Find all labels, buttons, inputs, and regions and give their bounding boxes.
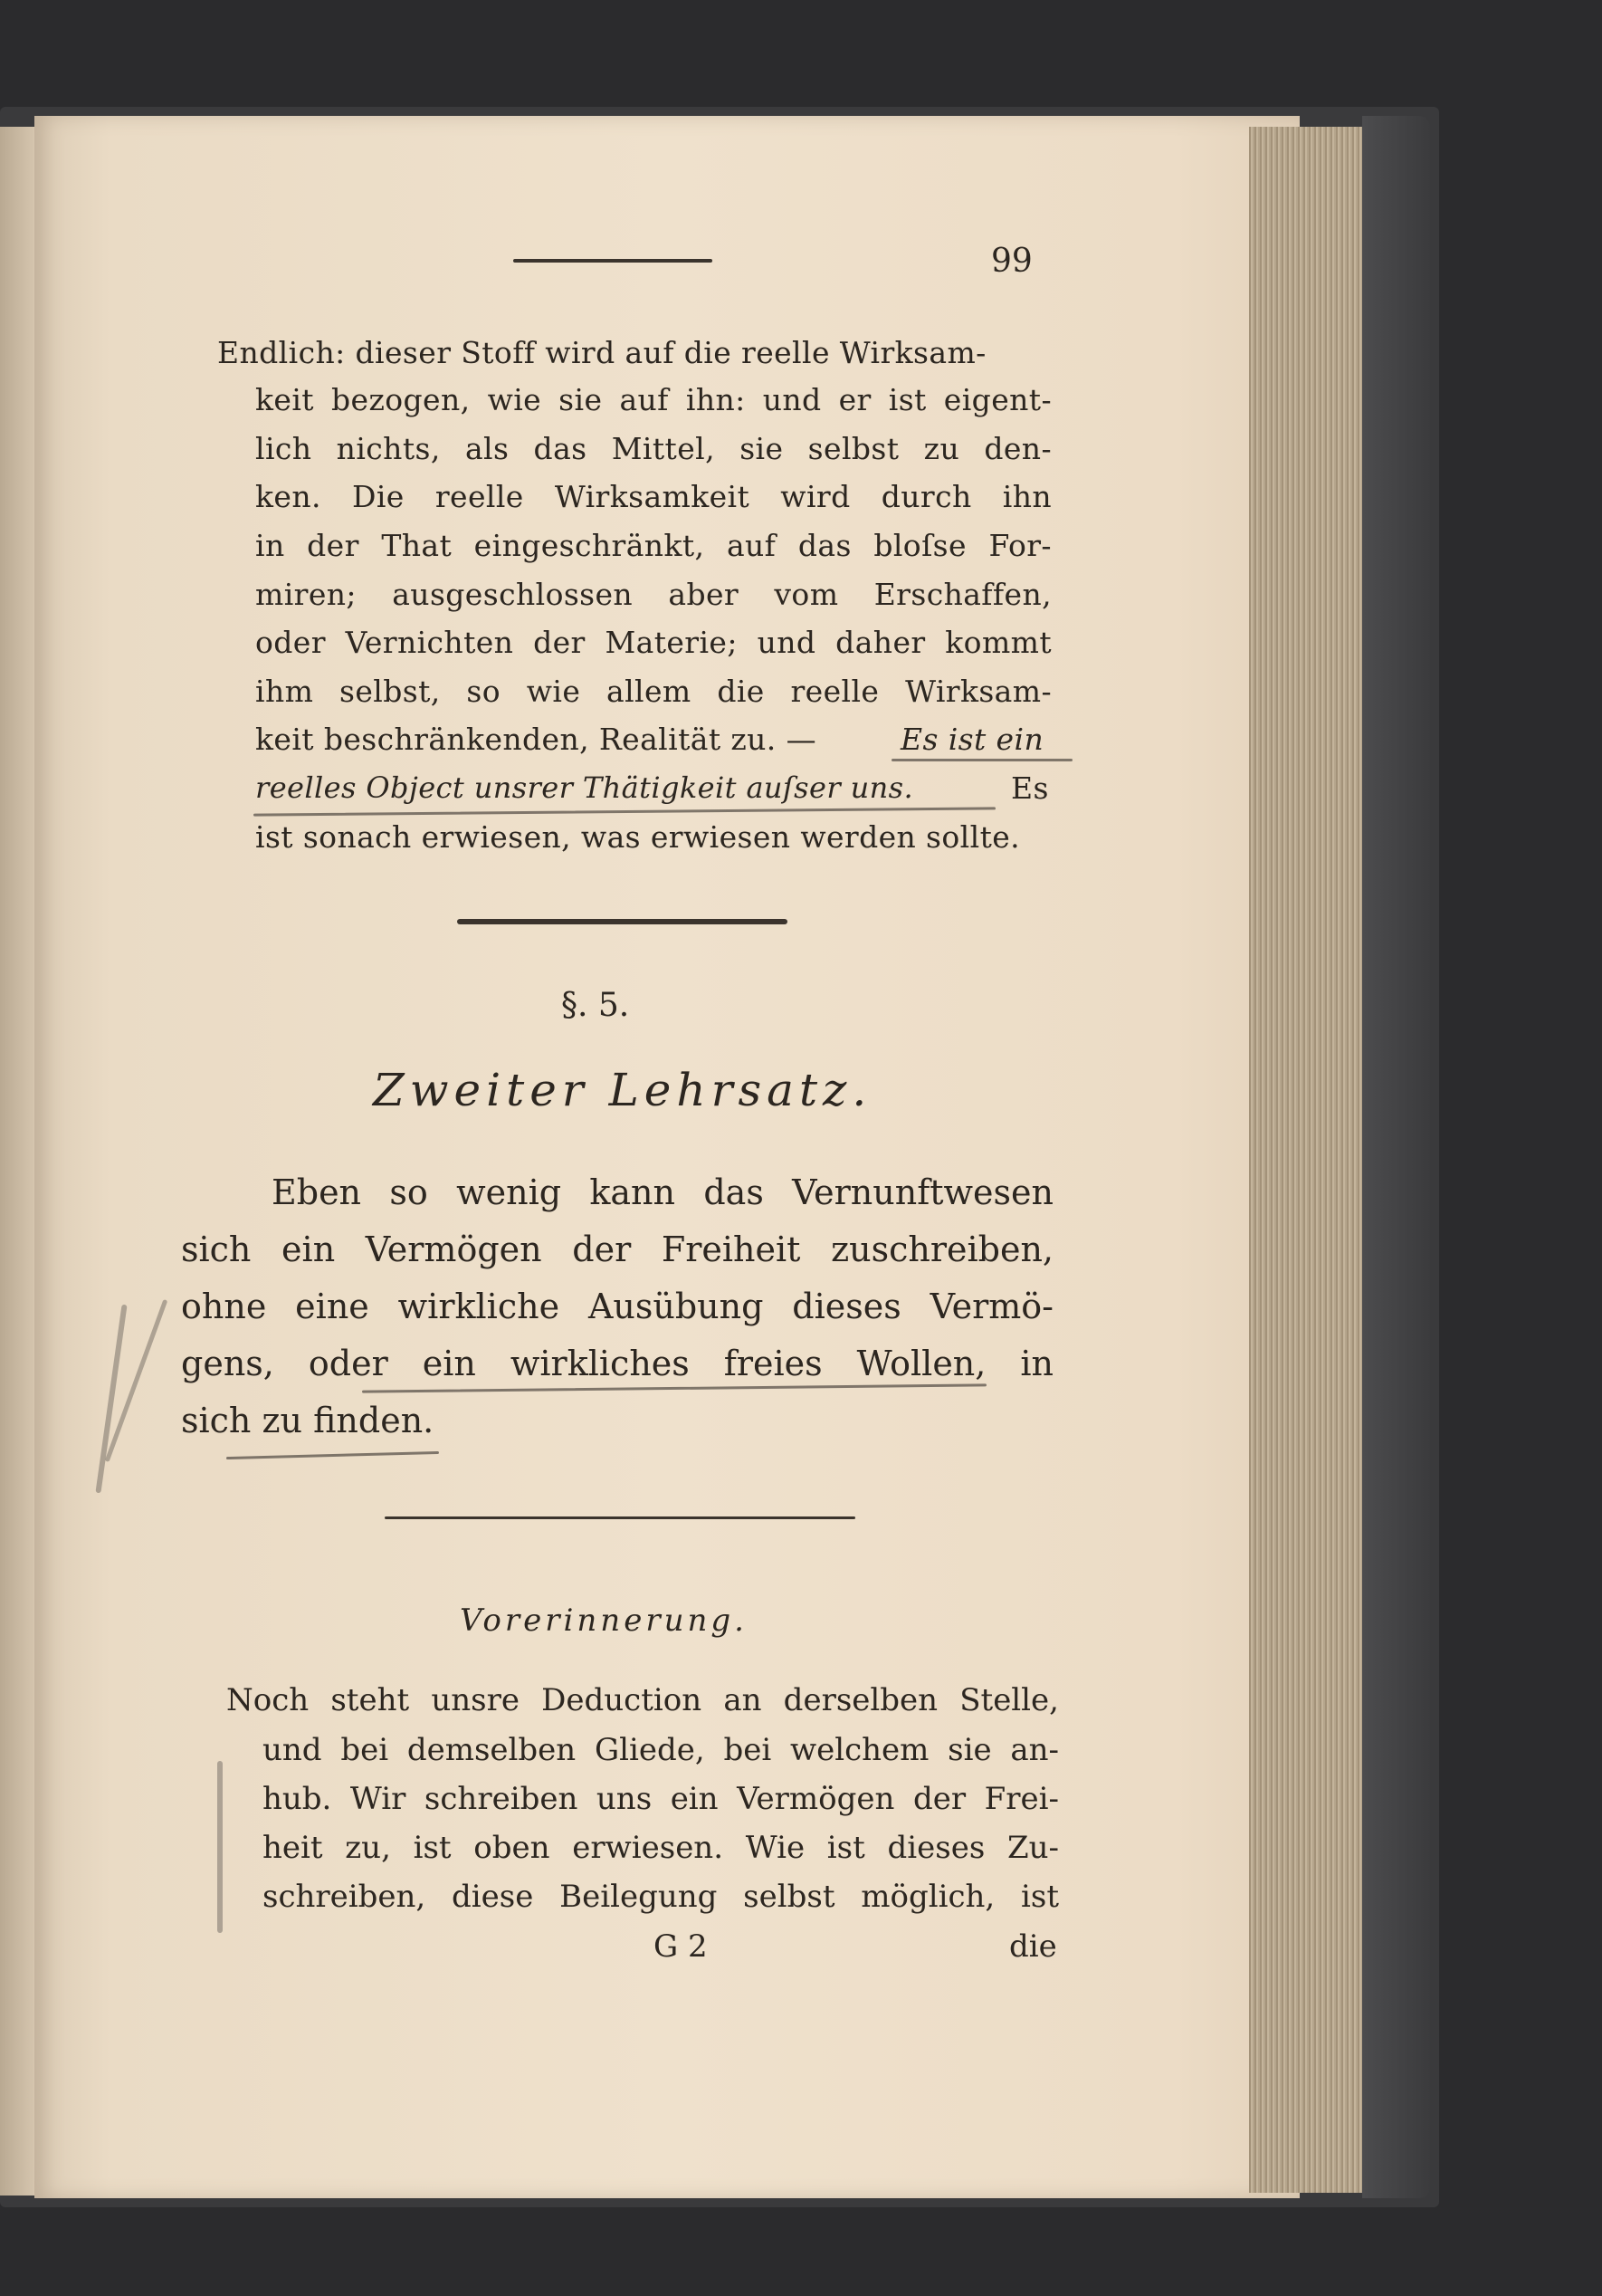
signature-mark: G 2 xyxy=(653,1928,708,1965)
book-board xyxy=(1362,116,1430,2198)
para1-line-8: ihm selbst, so wie allem die reelle Wirksam- xyxy=(255,674,1052,709)
theorem-line-5: sich zu finden. xyxy=(181,1401,434,1440)
para1-line-1: Endlich: dieser Stoff wird auf die reelle Wirksam- xyxy=(217,335,987,370)
page-number: 99 xyxy=(991,243,1033,280)
subsection-rule xyxy=(385,1516,855,1519)
page-fore-edge xyxy=(1249,127,1376,2193)
para1-line-3: lich nichts, als das Mittel, sie selbst zu den- xyxy=(255,431,1052,466)
catchword: die xyxy=(1009,1928,1057,1965)
header-rule xyxy=(513,259,712,263)
para1-line-5: in der That eingeschränkt, auf das bloſse For- xyxy=(255,528,1052,563)
para2-line-1: Noch steht unsre Deduction an derselben Stelle, xyxy=(226,1682,1059,1718)
theorem-line-4: gens, oder ein wirkliches freies Wollen, in xyxy=(181,1344,1054,1383)
para2-line-5: schreiben, diese Beilegung selbst möglich, ist xyxy=(262,1879,1059,1915)
para2-line-3: hub. Wir schreiben uns ein Vermögen der Frei- xyxy=(262,1781,1059,1817)
para1-line-7: oder Vernichten der Materie; und daher kommt xyxy=(255,625,1052,660)
para1-line-9: keit beschränkenden, Realität zu. — xyxy=(255,722,816,757)
pencil-margin-bar xyxy=(217,1761,223,1933)
pencil-underline xyxy=(892,759,1073,761)
section-rule xyxy=(457,919,787,924)
previous-page-edge xyxy=(0,127,38,2196)
para1-line-10: reelles Object unsrer Thätigkeit auſser uns. xyxy=(255,770,914,805)
para1-line-10-tail: Es xyxy=(1011,770,1049,806)
section-title: Zweiter Lehrsatz. xyxy=(373,1064,873,1116)
para1-line-6: miren; ausgeschlossen aber vom Erschaffen, xyxy=(255,577,1052,612)
para1-line-4: ken. Die reelle Wirksamkeit wird durch ihn xyxy=(255,479,1052,514)
theorem-line-2: sich ein Vermögen der Freiheit zuschreiben, xyxy=(181,1229,1054,1269)
theorem-line-1: Eben so wenig kann das Vernunftwesen xyxy=(272,1172,1054,1212)
theorem-line-3: ohne eine wirkliche Ausübung dieses Vermö- xyxy=(181,1287,1054,1326)
para2-line-2: und bei demselben Gliede, bei welchem sie an- xyxy=(262,1732,1059,1768)
subheading: Vorerinnerung. xyxy=(460,1602,748,1639)
para2-line-4: heit zu, ist oben erwiesen. Wie ist dieses Zu- xyxy=(262,1830,1059,1866)
section-number: §. 5. xyxy=(561,987,630,1024)
para1-line-11: ist sonach erwiesen, was erwiesen werden sollte. xyxy=(255,819,1021,855)
para1-line-9-italic: Es ist ein xyxy=(901,722,1044,757)
para1-line-2: keit bezogen, wie sie auf ihn: und er ist eigent- xyxy=(255,382,1052,417)
